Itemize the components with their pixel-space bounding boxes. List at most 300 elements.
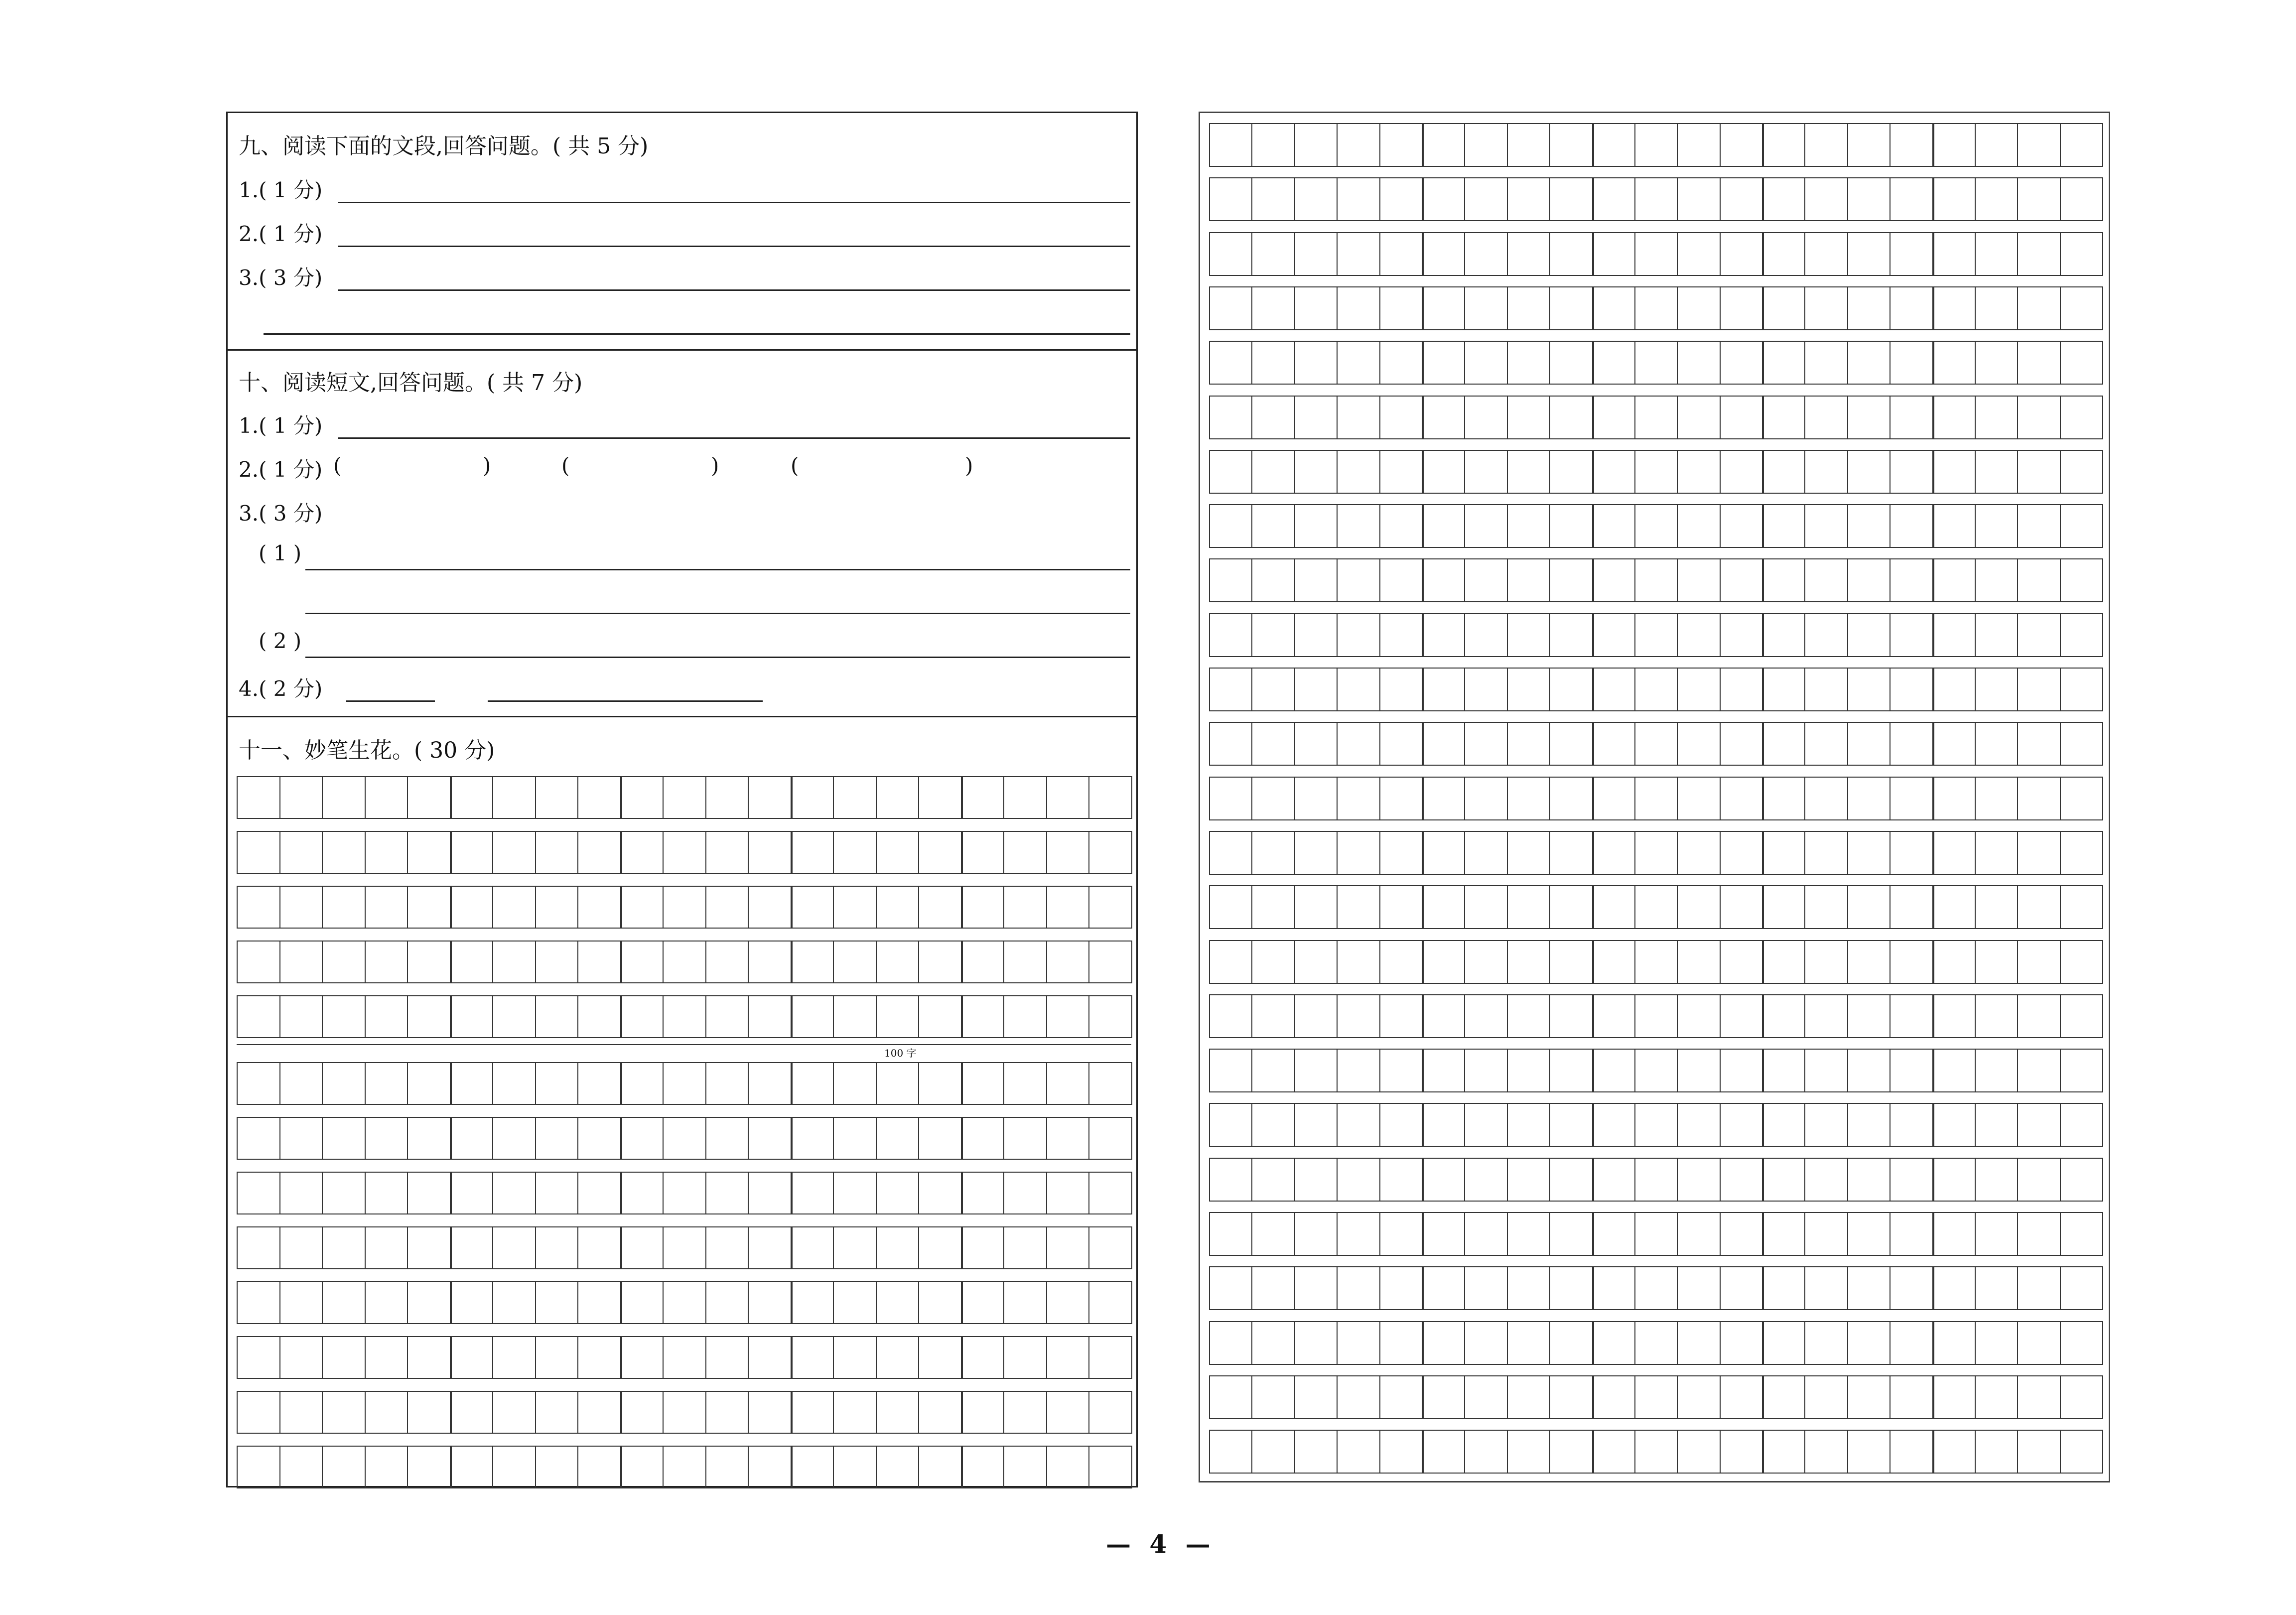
continued-grid-cell[interactable] bbox=[1634, 722, 1678, 766]
continued-grid-cell[interactable] bbox=[2017, 286, 2060, 330]
continued-grid-cell[interactable] bbox=[1975, 177, 2018, 221]
continued-grid-cell[interactable] bbox=[1209, 232, 1252, 276]
composition-grid-cell[interactable] bbox=[918, 776, 962, 819]
continued-grid-cell[interactable] bbox=[1847, 1158, 1891, 1202]
composition-grid-cell[interactable] bbox=[407, 941, 451, 983]
continued-grid-cell[interactable] bbox=[1847, 504, 1891, 548]
continued-grid-cell[interactable] bbox=[1294, 286, 1338, 330]
composition-grid-cell[interactable] bbox=[535, 886, 579, 929]
continued-grid-cell[interactable] bbox=[1932, 613, 1976, 657]
composition-grid-cell[interactable] bbox=[833, 1172, 877, 1214]
composition-grid-cell[interactable] bbox=[961, 1172, 1005, 1214]
continued-grid-cell[interactable] bbox=[1337, 558, 1380, 602]
composition-grid-cell[interactable] bbox=[1003, 776, 1047, 819]
continued-grid-cell[interactable] bbox=[1975, 1430, 2018, 1474]
composition-grid-cell[interactable] bbox=[237, 886, 280, 929]
composition-grid-cell[interactable] bbox=[492, 1281, 536, 1324]
continued-grid-cell[interactable] bbox=[1592, 722, 1635, 766]
continued-grid-cell[interactable] bbox=[1890, 341, 1933, 385]
continued-grid-cell[interactable] bbox=[1422, 777, 1465, 820]
continued-grid-cell[interactable] bbox=[1762, 1430, 1805, 1474]
continued-grid-cell[interactable] bbox=[1549, 1212, 1593, 1256]
continued-grid-cell[interactable] bbox=[1209, 1375, 1252, 1419]
continued-grid-cell[interactable] bbox=[1464, 940, 1507, 984]
composition-grid-cell[interactable] bbox=[791, 1391, 834, 1434]
continued-grid-cell[interactable] bbox=[1379, 1430, 1423, 1474]
continued-grid-cell[interactable] bbox=[1251, 1321, 1295, 1365]
continued-grid-cell[interactable] bbox=[1209, 1430, 1252, 1474]
continued-grid-cell[interactable] bbox=[1379, 1375, 1423, 1419]
continued-grid-cell[interactable] bbox=[1975, 450, 2018, 494]
composition-grid-cell[interactable] bbox=[492, 1226, 536, 1269]
composition-grid-cell[interactable] bbox=[791, 1281, 834, 1324]
continued-grid-cell[interactable] bbox=[1720, 396, 1763, 439]
continued-grid-cell[interactable] bbox=[1549, 1049, 1593, 1092]
composition-grid-cell[interactable] bbox=[322, 776, 366, 819]
continued-grid-cell[interactable] bbox=[1847, 1103, 1891, 1147]
composition-grid-cell[interactable] bbox=[365, 1336, 408, 1379]
continued-grid-cell[interactable] bbox=[2017, 1266, 2060, 1310]
continued-grid-cell[interactable] bbox=[2017, 613, 2060, 657]
continued-grid-cell[interactable] bbox=[1975, 1158, 2018, 1202]
continued-grid-cell[interactable] bbox=[1890, 668, 1933, 711]
composition-grid-cell[interactable] bbox=[748, 886, 792, 929]
composition-grid-cell[interactable] bbox=[918, 1117, 962, 1160]
composition-grid-cell[interactable] bbox=[961, 995, 1005, 1038]
continued-grid-cell[interactable] bbox=[1720, 177, 1763, 221]
continued-grid-cell[interactable] bbox=[1337, 831, 1380, 875]
continued-grid-cell[interactable] bbox=[1975, 123, 2018, 167]
continued-grid-cell[interactable] bbox=[1890, 1212, 1933, 1256]
composition-grid-cell[interactable] bbox=[535, 1062, 579, 1105]
continued-grid-cell[interactable] bbox=[1847, 885, 1891, 929]
continued-grid-cell[interactable] bbox=[1337, 1212, 1380, 1256]
continued-grid-cell[interactable] bbox=[1379, 831, 1423, 875]
continued-grid-cell[interactable] bbox=[1251, 177, 1295, 221]
continued-grid-cell[interactable] bbox=[1720, 613, 1763, 657]
continued-grid-cell[interactable] bbox=[1932, 504, 1976, 548]
continued-grid-cell[interactable] bbox=[1932, 1212, 1976, 1256]
continued-grid-cell[interactable] bbox=[1762, 232, 1805, 276]
composition-grid-cell[interactable] bbox=[620, 1391, 664, 1434]
continued-grid-cell[interactable] bbox=[1549, 286, 1593, 330]
continued-grid-cell[interactable] bbox=[1464, 722, 1507, 766]
continued-grid-cell[interactable] bbox=[1720, 232, 1763, 276]
continued-grid-cell[interactable] bbox=[1422, 994, 1465, 1038]
continued-grid-cell[interactable] bbox=[1422, 940, 1465, 984]
composition-grid-cell[interactable] bbox=[450, 1117, 494, 1160]
continued-grid-cell[interactable] bbox=[1677, 885, 1720, 929]
continued-grid-cell[interactable] bbox=[1251, 123, 1295, 167]
composition-grid-cell[interactable] bbox=[876, 831, 920, 874]
continued-grid-cell[interactable] bbox=[2060, 1212, 2103, 1256]
continued-grid-cell[interactable] bbox=[1464, 396, 1507, 439]
continued-grid-cell[interactable] bbox=[1890, 831, 1933, 875]
continued-grid-cell[interactable] bbox=[1720, 831, 1763, 875]
continued-grid-cell[interactable] bbox=[1677, 831, 1720, 875]
continued-grid-cell[interactable] bbox=[1464, 504, 1507, 548]
continued-grid-cell[interactable] bbox=[1592, 1103, 1635, 1147]
continued-grid-cell[interactable] bbox=[1549, 1430, 1593, 1474]
continued-grid-cell[interactable] bbox=[1294, 177, 1338, 221]
composition-grid-cell[interactable] bbox=[1088, 1117, 1132, 1160]
continued-grid-cell[interactable] bbox=[1549, 1103, 1593, 1147]
continued-grid-cell[interactable] bbox=[1932, 232, 1976, 276]
composition-grid-cell[interactable] bbox=[577, 995, 621, 1038]
continued-grid-cell[interactable] bbox=[1762, 1266, 1805, 1310]
continued-grid-cell[interactable] bbox=[1422, 177, 1465, 221]
composition-grid-cell[interactable] bbox=[620, 1336, 664, 1379]
composition-grid-cell[interactable] bbox=[535, 1172, 579, 1214]
continued-grid-cell[interactable] bbox=[1422, 286, 1465, 330]
composition-grid-cell[interactable] bbox=[918, 1446, 962, 1488]
composition-grid-cell[interactable] bbox=[492, 1062, 536, 1105]
composition-grid-cell[interactable] bbox=[535, 1446, 579, 1488]
continued-grid-cell[interactable] bbox=[1294, 994, 1338, 1038]
continued-grid-cell[interactable] bbox=[1251, 1158, 1295, 1202]
continued-grid-cell[interactable] bbox=[1549, 396, 1593, 439]
composition-grid-cell[interactable] bbox=[791, 995, 834, 1038]
composition-grid-cell[interactable] bbox=[663, 886, 706, 929]
continued-grid-cell[interactable] bbox=[1337, 994, 1380, 1038]
composition-grid-cell[interactable] bbox=[876, 995, 920, 1038]
continued-grid-cell[interactable] bbox=[2017, 1049, 2060, 1092]
continued-grid-cell[interactable] bbox=[2060, 396, 2103, 439]
continued-grid-cell[interactable] bbox=[1379, 1212, 1423, 1256]
composition-grid-cell[interactable] bbox=[748, 1281, 792, 1324]
continued-grid-cell[interactable] bbox=[1251, 722, 1295, 766]
continued-grid-cell[interactable] bbox=[1294, 1430, 1338, 1474]
section-10-question-3-sub-1-answer-line[interactable] bbox=[305, 569, 1130, 570]
continued-grid-cell[interactable] bbox=[1677, 668, 1720, 711]
composition-grid-cell[interactable] bbox=[237, 1446, 280, 1488]
composition-grid-cell[interactable] bbox=[322, 941, 366, 983]
continued-grid-cell[interactable] bbox=[1890, 885, 1933, 929]
continued-grid-cell[interactable] bbox=[1337, 1266, 1380, 1310]
continued-grid-cell[interactable] bbox=[1804, 396, 1848, 439]
continued-grid-cell[interactable] bbox=[1592, 831, 1635, 875]
composition-grid-cell[interactable] bbox=[1003, 1446, 1047, 1488]
continued-grid-cell[interactable] bbox=[1379, 940, 1423, 984]
composition-grid-cell[interactable] bbox=[279, 941, 323, 983]
composition-grid-cell[interactable] bbox=[577, 776, 621, 819]
continued-grid-cell[interactable] bbox=[1294, 341, 1338, 385]
continued-grid-cell[interactable] bbox=[1464, 885, 1507, 929]
continued-grid-cell[interactable] bbox=[2060, 504, 2103, 548]
continued-grid-cell[interactable] bbox=[2060, 668, 2103, 711]
continued-grid-cell[interactable] bbox=[2060, 177, 2103, 221]
continued-grid-cell[interactable] bbox=[1592, 123, 1635, 167]
composition-grid-cell[interactable] bbox=[450, 1446, 494, 1488]
composition-grid-cell[interactable] bbox=[705, 1226, 749, 1269]
continued-grid-cell[interactable] bbox=[2017, 722, 2060, 766]
composition-grid-cell[interactable] bbox=[450, 831, 494, 874]
continued-grid-cell[interactable] bbox=[1804, 668, 1848, 711]
continued-grid-cell[interactable] bbox=[1804, 341, 1848, 385]
continued-grid-cell[interactable] bbox=[1804, 177, 1848, 221]
continued-grid-cell[interactable] bbox=[1847, 396, 1891, 439]
continued-grid-cell[interactable] bbox=[1890, 1049, 1933, 1092]
continued-grid-cell[interactable] bbox=[1677, 940, 1720, 984]
continued-grid-cell[interactable] bbox=[1720, 341, 1763, 385]
continued-grid-cell[interactable] bbox=[1932, 1321, 1976, 1365]
continued-grid-cell[interactable] bbox=[1464, 177, 1507, 221]
composition-grid-cell[interactable] bbox=[961, 941, 1005, 983]
continued-grid-cell[interactable] bbox=[1634, 885, 1678, 929]
continued-grid-cell[interactable] bbox=[1890, 558, 1933, 602]
composition-grid-cell[interactable] bbox=[1046, 831, 1090, 874]
composition-grid-cell[interactable] bbox=[237, 941, 280, 983]
continued-grid-cell[interactable] bbox=[1464, 286, 1507, 330]
continued-grid-cell[interactable] bbox=[1251, 831, 1295, 875]
composition-grid-cell[interactable] bbox=[876, 941, 920, 983]
composition-grid-cell[interactable] bbox=[322, 831, 366, 874]
continued-grid-cell[interactable] bbox=[1932, 722, 1976, 766]
continued-grid-cell[interactable] bbox=[1422, 396, 1465, 439]
continued-grid-cell[interactable] bbox=[1507, 504, 1550, 548]
composition-grid-cell[interactable] bbox=[705, 1391, 749, 1434]
composition-grid-cell[interactable] bbox=[663, 1391, 706, 1434]
composition-grid-cell[interactable] bbox=[876, 1446, 920, 1488]
continued-grid-cell[interactable] bbox=[1592, 558, 1635, 602]
continued-grid-cell[interactable] bbox=[1549, 722, 1593, 766]
continued-grid-cell[interactable] bbox=[1209, 286, 1252, 330]
composition-grid-cell[interactable] bbox=[365, 1446, 408, 1488]
continued-grid-cell[interactable] bbox=[1549, 668, 1593, 711]
composition-grid-cell[interactable] bbox=[1088, 1281, 1132, 1324]
composition-grid-cell[interactable] bbox=[279, 1172, 323, 1214]
continued-grid-cell[interactable] bbox=[1549, 777, 1593, 820]
composition-grid-cell[interactable] bbox=[620, 1117, 664, 1160]
continued-grid-cell[interactable] bbox=[1804, 1103, 1848, 1147]
continued-grid-cell[interactable] bbox=[1804, 940, 1848, 984]
composition-grid-cell[interactable] bbox=[577, 941, 621, 983]
continued-grid-cell[interactable] bbox=[1251, 232, 1295, 276]
composition-grid-cell[interactable] bbox=[876, 776, 920, 819]
continued-grid-cell[interactable] bbox=[1975, 885, 2018, 929]
continued-grid-cell[interactable] bbox=[1294, 885, 1338, 929]
continued-grid-cell[interactable] bbox=[1464, 613, 1507, 657]
continued-grid-cell[interactable] bbox=[1634, 450, 1678, 494]
continued-grid-cell[interactable] bbox=[1592, 396, 1635, 439]
continued-grid-cell[interactable] bbox=[1677, 232, 1720, 276]
composition-grid-cell[interactable] bbox=[663, 1281, 706, 1324]
continued-grid-cell[interactable] bbox=[1890, 1266, 1933, 1310]
continued-grid-cell[interactable] bbox=[1422, 1375, 1465, 1419]
composition-grid-cell[interactable] bbox=[748, 1336, 792, 1379]
continued-grid-cell[interactable] bbox=[1209, 777, 1252, 820]
continued-grid-cell[interactable] bbox=[1464, 341, 1507, 385]
continued-grid-cell[interactable] bbox=[1294, 232, 1338, 276]
continued-grid-cell[interactable] bbox=[1507, 940, 1550, 984]
composition-grid-cell[interactable] bbox=[365, 941, 408, 983]
continued-grid-cell[interactable] bbox=[1634, 341, 1678, 385]
composition-grid-cell[interactable] bbox=[1046, 1117, 1090, 1160]
continued-grid-cell[interactable] bbox=[2017, 1158, 2060, 1202]
continued-grid-cell[interactable] bbox=[1422, 1158, 1465, 1202]
continued-grid-cell[interactable] bbox=[1677, 504, 1720, 548]
composition-grid-cell[interactable] bbox=[833, 831, 877, 874]
continued-grid-cell[interactable] bbox=[1422, 232, 1465, 276]
continued-grid-cell[interactable] bbox=[2060, 613, 2103, 657]
composition-grid-cell[interactable] bbox=[961, 1336, 1005, 1379]
continued-grid-cell[interactable] bbox=[1422, 722, 1465, 766]
continued-grid-cell[interactable] bbox=[1209, 1321, 1252, 1365]
composition-grid-cell[interactable] bbox=[365, 1391, 408, 1434]
continued-grid-cell[interactable] bbox=[1677, 123, 1720, 167]
continued-grid-cell[interactable] bbox=[1932, 1049, 1976, 1092]
continued-grid-cell[interactable] bbox=[1677, 1212, 1720, 1256]
composition-grid-cell[interactable] bbox=[407, 1281, 451, 1324]
continued-grid-cell[interactable] bbox=[1507, 994, 1550, 1038]
composition-grid-cell[interactable] bbox=[450, 1226, 494, 1269]
continued-grid-cell[interactable] bbox=[1890, 1158, 1933, 1202]
continued-grid-cell[interactable] bbox=[1762, 177, 1805, 221]
continued-grid-cell[interactable] bbox=[1337, 341, 1380, 385]
composition-grid-cell[interactable] bbox=[577, 1336, 621, 1379]
continued-grid-cell[interactable] bbox=[1592, 1212, 1635, 1256]
composition-grid-cell[interactable] bbox=[961, 1391, 1005, 1434]
composition-grid-cell[interactable] bbox=[620, 1281, 664, 1324]
continued-grid-cell[interactable] bbox=[1379, 450, 1423, 494]
continued-grid-cell[interactable] bbox=[1634, 123, 1678, 167]
composition-grid-cell[interactable] bbox=[492, 831, 536, 874]
continued-grid-cell[interactable] bbox=[1634, 1103, 1678, 1147]
composition-grid-cell[interactable] bbox=[1003, 1062, 1047, 1105]
continued-grid-cell[interactable] bbox=[1337, 504, 1380, 548]
continued-grid-cell[interactable] bbox=[1677, 722, 1720, 766]
continued-grid-cell[interactable] bbox=[1251, 450, 1295, 494]
continued-grid-cell[interactable] bbox=[1422, 1321, 1465, 1365]
continued-grid-cell[interactable] bbox=[1804, 613, 1848, 657]
continued-grid-cell[interactable] bbox=[1932, 940, 1976, 984]
composition-grid-cell[interactable] bbox=[705, 831, 749, 874]
continued-grid-cell[interactable] bbox=[1251, 396, 1295, 439]
composition-grid-cell[interactable] bbox=[791, 1062, 834, 1105]
continued-grid-cell[interactable] bbox=[2017, 450, 2060, 494]
composition-grid-cell[interactable] bbox=[450, 776, 494, 819]
continued-grid-cell[interactable] bbox=[1337, 232, 1380, 276]
continued-grid-cell[interactable] bbox=[1847, 341, 1891, 385]
composition-grid-cell[interactable] bbox=[961, 1226, 1005, 1269]
continued-grid-cell[interactable] bbox=[1762, 1158, 1805, 1202]
composition-grid-cell[interactable] bbox=[748, 1117, 792, 1160]
composition-grid-cell[interactable] bbox=[1046, 1172, 1090, 1214]
continued-grid-cell[interactable] bbox=[1847, 1212, 1891, 1256]
composition-grid-cell[interactable] bbox=[961, 776, 1005, 819]
continued-grid-cell[interactable] bbox=[2060, 1430, 2103, 1474]
continued-grid-cell[interactable] bbox=[1932, 1430, 1976, 1474]
composition-grid-cell[interactable] bbox=[620, 776, 664, 819]
composition-grid-cell[interactable] bbox=[322, 1336, 366, 1379]
continued-grid-cell[interactable] bbox=[1975, 341, 2018, 385]
continued-grid-cell[interactable] bbox=[1422, 504, 1465, 548]
continued-grid-cell[interactable] bbox=[1337, 177, 1380, 221]
continued-grid-cell[interactable] bbox=[1762, 1103, 1805, 1147]
continued-grid-cell[interactable] bbox=[2060, 1049, 2103, 1092]
continued-grid-cell[interactable] bbox=[1294, 123, 1338, 167]
composition-grid-cell[interactable] bbox=[918, 1226, 962, 1269]
continued-grid-cell[interactable] bbox=[1932, 396, 1976, 439]
continued-grid-cell[interactable] bbox=[1890, 504, 1933, 548]
composition-grid-cell[interactable] bbox=[1046, 1336, 1090, 1379]
continued-grid-cell[interactable] bbox=[1847, 450, 1891, 494]
continued-grid-cell[interactable] bbox=[1549, 177, 1593, 221]
composition-grid-cell[interactable] bbox=[407, 1062, 451, 1105]
continued-grid-cell[interactable] bbox=[1720, 1049, 1763, 1092]
continued-grid-cell[interactable] bbox=[1975, 777, 2018, 820]
composition-grid-cell[interactable] bbox=[748, 1446, 792, 1488]
continued-grid-cell[interactable] bbox=[1847, 668, 1891, 711]
composition-grid-cell[interactable] bbox=[407, 1446, 451, 1488]
continued-grid-cell[interactable] bbox=[1337, 450, 1380, 494]
composition-grid-cell[interactable] bbox=[492, 776, 536, 819]
continued-grid-cell[interactable] bbox=[1507, 1212, 1550, 1256]
continued-grid-cell[interactable] bbox=[1337, 1158, 1380, 1202]
continued-grid-cell[interactable] bbox=[1209, 613, 1252, 657]
composition-grid-cell[interactable] bbox=[237, 776, 280, 819]
continued-grid-cell[interactable] bbox=[1251, 504, 1295, 548]
continued-grid-cell[interactable] bbox=[1379, 341, 1423, 385]
composition-grid-cell[interactable] bbox=[961, 886, 1005, 929]
continued-grid-cell[interactable] bbox=[1507, 1103, 1550, 1147]
continued-grid-cell[interactable] bbox=[2017, 885, 2060, 929]
composition-grid-cell[interactable] bbox=[791, 776, 834, 819]
continued-grid-cell[interactable] bbox=[2060, 123, 2103, 167]
composition-grid-cell[interactable] bbox=[748, 1062, 792, 1105]
continued-grid-cell[interactable] bbox=[2017, 940, 2060, 984]
continued-grid-cell[interactable] bbox=[2060, 1321, 2103, 1365]
composition-grid-cell[interactable] bbox=[748, 1226, 792, 1269]
continued-grid-cell[interactable] bbox=[1422, 885, 1465, 929]
composition-grid-cell[interactable] bbox=[833, 776, 877, 819]
continued-grid-cell[interactable] bbox=[1975, 396, 2018, 439]
continued-grid-cell[interactable] bbox=[1549, 1266, 1593, 1310]
continued-grid-cell[interactable] bbox=[1847, 831, 1891, 875]
continued-grid-cell[interactable] bbox=[1464, 831, 1507, 875]
continued-grid-cell[interactable] bbox=[1720, 123, 1763, 167]
composition-grid-cell[interactable] bbox=[577, 1391, 621, 1434]
continued-grid-cell[interactable] bbox=[1804, 777, 1848, 820]
continued-grid-cell[interactable] bbox=[1294, 831, 1338, 875]
continued-grid-cell[interactable] bbox=[1720, 558, 1763, 602]
composition-grid-cell[interactable] bbox=[705, 1446, 749, 1488]
continued-grid-cell[interactable] bbox=[1379, 286, 1423, 330]
composition-grid-cell[interactable] bbox=[961, 1446, 1005, 1488]
continued-grid-cell[interactable] bbox=[2017, 1103, 2060, 1147]
continued-grid-cell[interactable] bbox=[1209, 1103, 1252, 1147]
section-9-question-2-answer-line[interactable] bbox=[338, 246, 1130, 247]
continued-grid-cell[interactable] bbox=[1677, 177, 1720, 221]
continued-grid-cell[interactable] bbox=[1847, 1049, 1891, 1092]
continued-grid-cell[interactable] bbox=[1804, 1266, 1848, 1310]
continued-grid-cell[interactable] bbox=[2017, 504, 2060, 548]
continued-grid-cell[interactable] bbox=[1762, 940, 1805, 984]
composition-grid-cell[interactable] bbox=[961, 831, 1005, 874]
composition-grid-cell[interactable] bbox=[577, 1117, 621, 1160]
composition-grid-cell[interactable] bbox=[322, 1117, 366, 1160]
continued-grid-cell[interactable] bbox=[1975, 994, 2018, 1038]
continued-grid-cell[interactable] bbox=[1464, 994, 1507, 1038]
composition-grid-cell[interactable] bbox=[918, 1172, 962, 1214]
continued-grid-cell[interactable] bbox=[1932, 1375, 1976, 1419]
continued-grid-cell[interactable] bbox=[1209, 885, 1252, 929]
composition-grid-cell[interactable] bbox=[577, 886, 621, 929]
continued-grid-cell[interactable] bbox=[1209, 1049, 1252, 1092]
continued-grid-cell[interactable] bbox=[1975, 558, 2018, 602]
continued-grid-cell[interactable] bbox=[1549, 558, 1593, 602]
continued-grid-cell[interactable] bbox=[1422, 1212, 1465, 1256]
